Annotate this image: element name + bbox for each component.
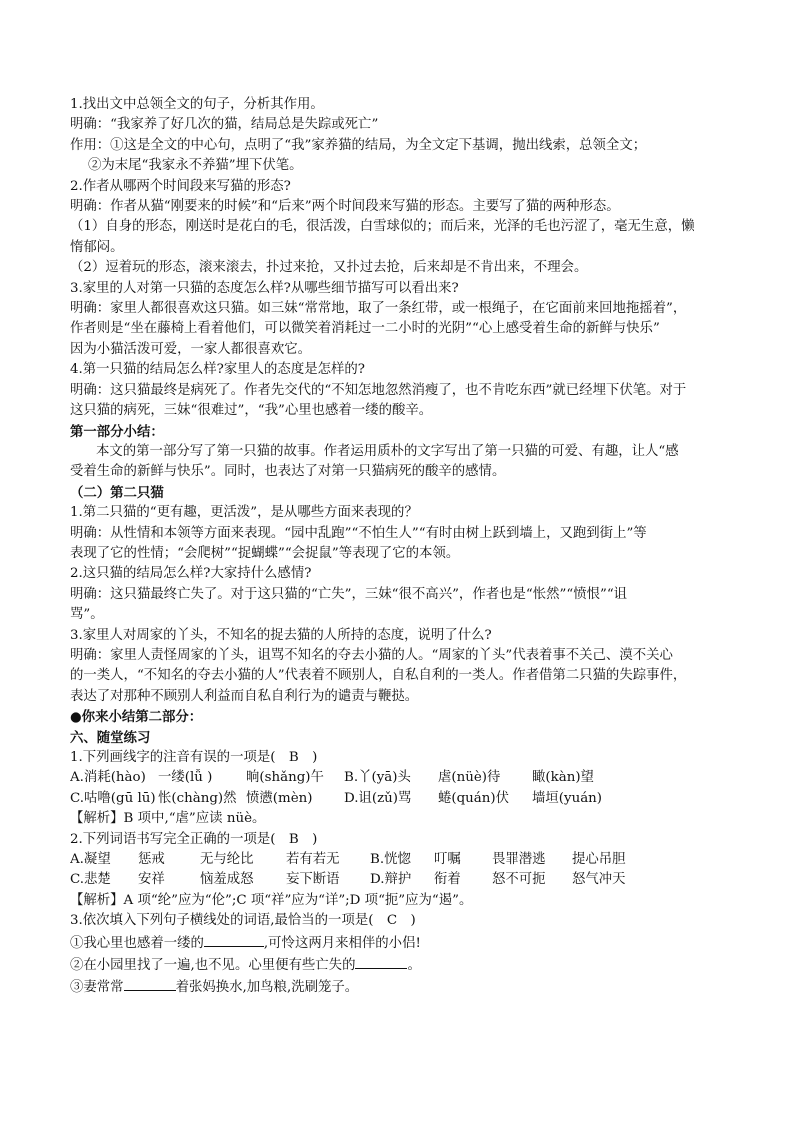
sentence-suffix: ,可怜这两月来相伴的小侣!	[263, 935, 421, 951]
option-word: 晌(shǎng)午	[246, 770, 324, 786]
answer-text: （2）逗着玩的形态，滚来滚去，扑过来抢，又扑过去抢，后来却是不肯出来，不理会。	[70, 260, 588, 276]
summary-text: 受着生命的新鲜与快乐”。同时，也表达了对第一只猫病死的酸辛的感情。	[70, 464, 506, 480]
option-word: B.丫(yā)头	[344, 770, 411, 786]
option-word: 叮嘱	[434, 852, 461, 868]
answer-text: 这只猫的病死，三妹“很难过”，“我”心里也感着一缕的酸辛。	[70, 403, 433, 419]
option-word: 惩戒	[138, 852, 165, 868]
answer-text: 因为小猫活泼可爱，一家人都很喜欢它。	[70, 341, 312, 357]
option-word: C.咕噜(gū lū)	[70, 790, 156, 806]
question-4: 4.第一只猫的结局怎么样?家里人的态度是怎样的?	[70, 362, 365, 378]
exercise-2-options-row	[70, 850, 730, 870]
sentence-prefix: ①我心里也感着一缕的	[70, 935, 204, 951]
exercise-1-options-row	[70, 768, 730, 788]
option-word: 妄下断语	[286, 872, 340, 888]
section-summary-heading: 第一部分小结：	[70, 423, 164, 440]
option-word: 恼羞成怒	[200, 872, 254, 888]
option-word: 虐(nüè)待	[438, 770, 501, 786]
option-word: 畏罪潜逃	[492, 852, 546, 868]
section-heading-second-cat: （二）第二只猫	[70, 484, 164, 501]
option-word: B.恍惚	[370, 852, 411, 868]
question-3: 3.家里的人对第一只猫的态度怎么样?从哪些细节描写可以看出来?	[70, 280, 459, 296]
answer-text: （1）自身的形态，刚送时是花白的毛，很活泼，白雪球似的；而后来，光泽的毛也污涩了，毫无生意，懒	[70, 219, 695, 235]
sentence-prefix: ②在小园里找了一遍,也不见。心里便有些亡失的	[70, 958, 356, 974]
answer-text: 作用：①这是全文的中心句，点明了“我”家养猫的结局，为全文定下基调，抛出线索，总领全文；	[70, 137, 647, 153]
answer-text: ②为末尾“我家永不养猫”埋下伏笔。	[88, 158, 303, 174]
option-word: 墙垣(yuán)	[532, 790, 603, 806]
exercise-1-analysis: 【解析】B 项中,“虐”应读 nüè。	[70, 811, 266, 827]
sentence-suffix: 。	[407, 958, 421, 974]
option-word: 若有若无	[286, 852, 340, 868]
exercise-question-3: 3.依次填入下列句子横线处的词语,最恰当的一项是( C )	[70, 913, 416, 929]
section-heading-practice: 六、随堂练习	[70, 729, 151, 746]
option-word: D.辩护	[370, 872, 412, 888]
option-word: 无与纶比	[200, 852, 254, 868]
exercise-question-2: 2.下列词语书写完全正确的一项是( B )	[70, 831, 318, 847]
option-word: 瞰(kàn)望	[532, 770, 594, 786]
option-word: 愤懑(mèn)	[246, 790, 313, 806]
answer-text: 惰郁闷。	[70, 239, 124, 255]
option-word: D.诅(zǔ)骂	[344, 790, 412, 806]
fill-blank	[124, 976, 176, 991]
exercise-1-options-row	[70, 789, 730, 809]
answer-text: 明确：作者从猫“刚要来的时候”和“后来”两个时间段来写猫的形态。主要写了猫的两种形态。	[70, 199, 620, 215]
option-word: 蜷(quán)伏	[438, 790, 510, 806]
option-word: 怒气冲天	[572, 872, 626, 888]
option-word: 怅(chàng)然	[158, 790, 237, 806]
fill-blank	[355, 954, 407, 969]
answer-text: 明确：这只猫最终亡失了。对于这只猫的“亡失”，三妹“很不高兴”，作者也是“怅然”“愤恨”“诅	[70, 586, 628, 602]
option-word: 安祥	[138, 872, 165, 888]
option-word: A.凝望	[70, 852, 111, 868]
option-word: 衔着	[434, 872, 461, 888]
answer-text: 明确：家里人责怪周家的丫头，诅骂不知名的夺去小猫的人。“周家的丫头”代表着事不关己、漠不关心	[70, 647, 673, 663]
option-word: A.消耗(hào)	[70, 770, 146, 786]
answer-text: 明确：家里人都很喜欢这只猫。如三妹“常常地，取了一条红带，或一根绳子，在它面前来回地拖摇着”，	[70, 301, 687, 317]
option-word: C.悲楚	[70, 872, 111, 888]
exercise-question-1: 1.下列画线字的注音有误的一项是( B )	[70, 750, 318, 765]
question-2: 2.这只猫的结局怎么样?大家持什么感情?	[70, 566, 312, 582]
question-3: 3.家里人对周家的丫头，不知名的捉去猫的人所持的态度，说明了什么?	[70, 627, 492, 643]
answer-text: 表达了对那种不顾别人利益而自私自利行为的谴责与鞭挞。	[70, 688, 419, 704]
summary-prompt: ●你来小结第二部分：	[70, 709, 203, 726]
question-2: 2.作者从哪两个时间段来写猫的形态?	[70, 178, 291, 194]
exercise-3-sentence	[70, 932, 730, 954]
question-1: 1.第二只猫的“更有趣，更活泼”，是从哪些方面来表现的？	[70, 505, 418, 521]
option-word: 提心吊胆	[572, 852, 626, 868]
sentence-prefix: ③妻常常	[70, 980, 124, 996]
answer-text: 骂”。	[70, 607, 104, 623]
answer-text: 作者则是“坐在藤椅上看着他们，可以微笑着消耗过一二小时的光阴”“心上感受着生命的新鲜与快乐”	[70, 321, 660, 337]
option-word: 怒不可扼	[492, 872, 546, 888]
answer-text: 表现了它的性情；“会爬树”“捉蝴蝶”“会捉鼠”等表现了它的本领。	[70, 545, 460, 561]
question-1: 1.找出文中总领全文的句子，分析其作用。	[70, 97, 324, 112]
document-page	[70, 95, 730, 999]
answer-text: 明确：这只猫最终是病死了。作者先交代的“不知怎地忽然消瘦了，也不肯吃东西”就已经埋下伏笔。对于	[70, 382, 687, 398]
answer-text: 明确：“我家养了好几次的猫，结局总是失踪或死亡”	[70, 117, 379, 133]
exercise-2-analysis: 【解析】A 项“纶”应为“伦”;C 项“祥”应为“详”;D 项“扼”应为“遏”。	[70, 892, 473, 908]
option-word: 一缕(lǚ )	[158, 770, 213, 786]
sentence-suffix: 着张妈换水,加鸟粮,洗刷笼子。	[175, 980, 359, 996]
exercise-3-sentence	[70, 976, 730, 998]
answer-text: 的一类人，“不知名的夺去小猫的人”代表着不顾别人，自私自利的一类人。作者借第二只猫的失踪事件，	[70, 668, 687, 684]
answer-text: 明确：从性情和本领等方面来表现。“园中乱跑”“不怕生人”“有时由树上跃到墙上，又跑到街上”等	[70, 525, 647, 541]
fill-blank	[204, 932, 264, 947]
summary-text: 本文的第一部分写了第一只猫的故事。作者运用质朴的文字写出了第一只猫的可爱、有趣，让人“感	[96, 443, 679, 459]
exercise-3-sentence	[70, 954, 730, 976]
exercise-2-options-row	[70, 870, 730, 890]
